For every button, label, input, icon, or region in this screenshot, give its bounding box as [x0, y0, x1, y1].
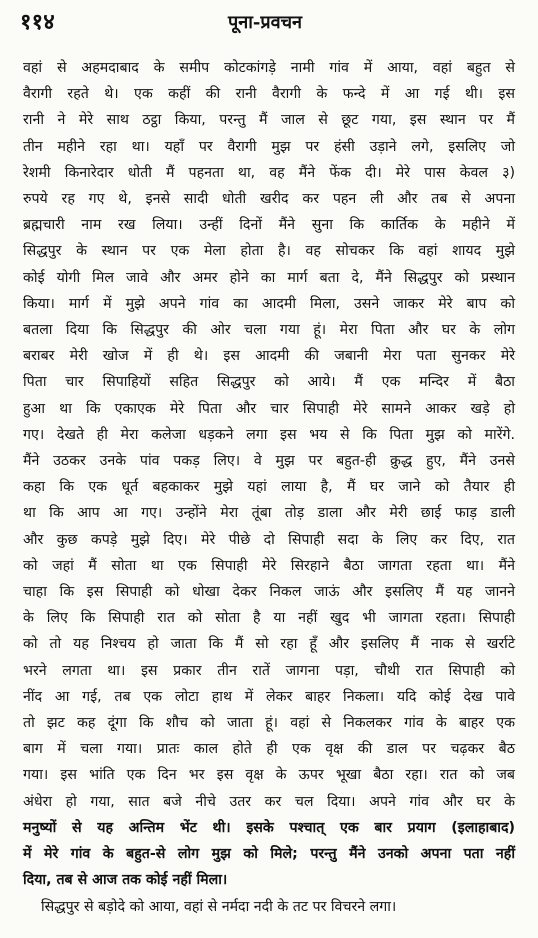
text-line: हुआ था कि एकाएक मेरे पिता और चार सिपाही मेरे सामने आकर खड़े हो: [23, 400, 515, 417]
text-line: वहां से अहमदाबाद के समीप कोटकांगड़े नामी गांव में आया, वहां बहुत से: [23, 60, 515, 76]
text-line: चाहा कि इस सिपाही को धोखा देकर निकल जाऊं और इसलिए मैं यह जानने: [23, 584, 515, 601]
text-line: रेशमी किनारेदार धोती मैं पहनता था, वह मैंने फेंक दी। मेरे पास केवल ३): [23, 164, 515, 181]
text-line: और कुछ कपड़े मुझे दिए। मेरे पीछे दो सिपाही सदा के लिए कर दिए, रात: [23, 531, 515, 548]
text-line: सिद्धपुर के स्थान पर एक मेला होता है। वह सोचकर कि वहां शायद मुझे: [23, 243, 515, 260]
text-line: बतला दिया कि सिद्धपुर की ओर चला गया हूं। मेरा पिता और घर के लोग: [23, 322, 515, 339]
text-line: वैरागी रहते थे। एक कहीं की रानी वैरागी के फन्दे में आ गई थी। इस: [23, 86, 515, 103]
text-line: अंधेरा हो गया, सात बजे नीचे उतर कर चल दिया। अपने गांव और घर के: [23, 793, 515, 810]
text-line: तो झट कह दूंगा कि शौच को जाता हूं। वहां से निकलकर गांव के बाहर एक: [23, 715, 515, 732]
text-line: सिद्धपुर से बड़ोदे को आया, वहां से नर्मदा नदी के तट पर विचरने लगा।: [41, 898, 397, 915]
text-line: बराबर मेरी खोज में ही थे। इस आदमी की जबानी मेरा पता सुनकर मेरे: [23, 348, 515, 365]
text-line: भरने लगता था। इस प्रकार तीन रातें जागना पड़ा, चौथी रात सिपाही को: [23, 662, 515, 679]
text-line: गया। इस भांति एक दिन भर इस वृक्ष के ऊपर भूखा बैठा रहा। रात को जब: [23, 767, 515, 784]
text-line: किया। मार्ग में मुझे अपने गांव का आदमी मिला, उसने जाकर मेरे बाप को: [23, 295, 515, 312]
text-line: रुपये रह गए थे, इनसे सादी धोती खरीद कर पहन ली और तब से अपना: [23, 191, 515, 208]
text-line: को तो यह निश्चय हो जाता कि मैं सो रहा हूँ और इसलिए मैं नाक से खर्राटे: [23, 636, 515, 653]
text-line: तीन महीने रहा था। यहाँ पर वैरागी मुझ पर हंसी उड़ाने लगे, इसलिए जो: [23, 138, 515, 155]
text-line: कोई योगी मिल जावे और अमर होने का मार्ग बता दे, मैंने सिद्धपुर को प्रस्थान: [23, 269, 515, 286]
text-line: ब्रह्मचारी नाम रख लिया। उन्हीं दिनों मैंने सुना कि कार्तिक के महीने में: [23, 217, 515, 234]
body-text: [23, 55, 515, 920]
page-number: ११४: [20, 9, 55, 35]
text-line: बाग में चला गया। प्रातः काल होते ही एक वृक्ष की डाल पर चढ़कर बैठ: [23, 741, 515, 758]
text-line: पिता चार सिपाहियों सहित सिद्धपुर को आये। मैं एक मन्दिर में बैठा: [23, 374, 515, 391]
text-line: गए। देखते ही मेरा कलेजा धड़कने लगा इस भय से कि पिता मुझ को मारेंगे.: [23, 426, 515, 443]
text-line: में मेरे गांव के बहुत-से लोग मुझ को मिले; परन्तु मैंने उनको अपना पता नहीं: [23, 846, 515, 863]
text-line: रानी ने मेरे साथ ठट्ठा किया, परन्तु मैं जाल से छूट गया, इस स्थान पर मैं: [23, 112, 515, 129]
text-line: मैंने उठकर उनके पांव पकड़ लिए। वे मुझ पर बहुत-ही क्रुद्ध हुए, मैंने उनसे: [23, 453, 515, 470]
running-title: पूना-प्रवचन: [228, 12, 303, 33]
text-line: के लिए कि सिपाही रात को सोता है या नहीं खुद भी जागता रहता। सिपाही: [23, 610, 515, 627]
text-line: को जहां मैं सोता था एक सिपाही मेरे सिरहाने बैठा जागता रहता था। मैंने: [23, 557, 515, 574]
text-line: नींद आ गई, तब एक लोटा हाथ में लेकर बाहर निकला। यदि कोई देख पावे: [23, 688, 515, 705]
text-line: मनुष्यों से यह अन्तिम भेंट थी। इसके पश्चात् एक बार प्रयाग (इलाहाबाद): [23, 819, 515, 836]
page-header: [20, 8, 518, 36]
text-line: कहा कि एक धूर्त बहकाकर मुझे यहां लाया है, मैं घर जाने को तैयार ही: [23, 479, 515, 496]
text-line: था कि आप आ गए। उन्होंने मेरा तूंबा तोड़ डाला और मेरी छाई फाड़ डाली: [23, 505, 515, 522]
text-line: दिया, तब से आज तक कोई नहीं मिला।: [23, 872, 228, 889]
